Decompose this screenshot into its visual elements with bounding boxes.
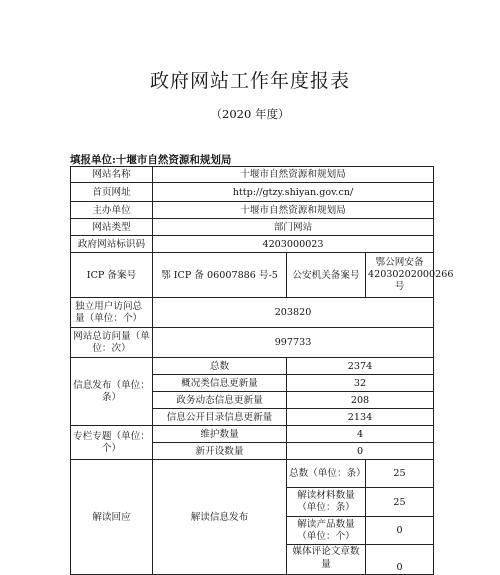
site-type-value: 部门网站 xyxy=(153,219,434,236)
reporting-unit: 填报单位:十堰市自然资源和规划局 xyxy=(70,154,232,166)
report-table xyxy=(70,166,454,575)
info-total-value: 2374 xyxy=(287,358,434,375)
maintain-count-value: 4 xyxy=(287,426,434,443)
gov-news-value: 208 xyxy=(287,392,434,409)
police-record-label: 公安机关备案号 xyxy=(287,253,366,298)
interpretation-product-label: 解读产品数量（单位：个） xyxy=(287,517,366,545)
unique-visitors-label: 独立用户访问总量（单位：个） xyxy=(71,298,153,328)
interpretation-total-label: 总数（单位：条） xyxy=(287,460,366,488)
interpretation-material-label: 解读材料数量（单位：条） xyxy=(287,488,366,517)
gov-news-label: 政务动态信息更新量 xyxy=(153,392,287,409)
site-id-value: 4203000023 xyxy=(153,236,434,253)
icp-label: ICP 备案号 xyxy=(71,253,153,298)
sponsor-value: 十堰市自然资源和规划局 xyxy=(153,202,434,219)
total-visits-label: 网站总访问量（单位：次） xyxy=(71,328,153,358)
media-comment-value: 0 xyxy=(366,545,434,575)
open-catalog-label: 信息公开目录信息更新量 xyxy=(153,409,287,426)
site-id-label: 政府网站标识码 xyxy=(71,236,153,253)
interpretation-total-value: 25 xyxy=(366,460,434,488)
report-title: 政府网站工作年度报表 xyxy=(149,70,350,92)
interpretation-product-value: 0 xyxy=(366,517,434,545)
info-release-label: 信息发布（单位：条） xyxy=(71,358,153,426)
report-year: （2020 年度） xyxy=(210,107,290,121)
overview-label: 概况类信息更新量 xyxy=(153,375,287,392)
interpretation-release-label: 解读信息发布 xyxy=(153,460,287,575)
new-count-value: 0 xyxy=(287,443,434,460)
interpretation-response-label: 解读回应 xyxy=(71,460,153,575)
new-count-label: 新开设数量 xyxy=(153,443,287,460)
icp-value: 鄂 ICP 备 06007886 号-5 xyxy=(153,253,287,298)
police-record-value: 鄂公网安备42030202000266 号 xyxy=(366,253,434,298)
home-url-value: http://gtzy.shiyan.gov.cn/ xyxy=(153,183,434,202)
site-name-value: 十堰市自然资源和规划局 xyxy=(153,167,434,183)
open-catalog-value: 2134 xyxy=(287,409,434,426)
maintain-count-label: 维护数量 xyxy=(153,426,287,443)
overview-value: 32 xyxy=(287,375,434,392)
sponsor-label: 主办单位 xyxy=(71,202,153,219)
home-url-label: 首页网址 xyxy=(71,183,153,202)
site-name-label: 网站名称 xyxy=(71,167,153,183)
media-comment-label: 媒体评论文章数量 xyxy=(287,545,366,575)
site-type-label: 网站类型 xyxy=(71,219,153,236)
unique-visitors-value: 203820 xyxy=(153,298,434,328)
total-visits-value: 997733 xyxy=(153,328,434,358)
column-topic-label: 专栏专题（单位：个） xyxy=(71,426,153,460)
interpretation-material-value: 25 xyxy=(366,488,434,517)
info-total-label: 总数 xyxy=(153,358,287,375)
